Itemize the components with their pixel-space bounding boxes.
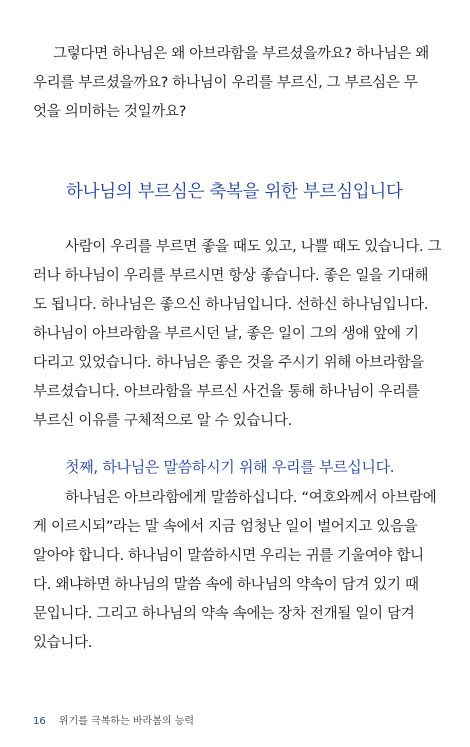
paragraph-line: 다리고 있었습니다. 하나님은 좋은 것을 주시기 위해 아브라함을	[33, 355, 424, 371]
page-number: 16	[33, 716, 46, 727]
paragraph-line: 부르신 이유를 구체적으로 알 수 있습니다.	[33, 413, 292, 429]
section-heading: 하나님의 부르심은 축복을 위한 부르심입니다	[66, 182, 403, 202]
paragraph-line: 그렇다면 하나님은 왜 아브라함을 부르셨을까요? 하나님은 왜	[53, 46, 429, 62]
sub-heading: 첫째, 하나님은 말씀하시기 위해 우리를 부르십니다.	[65, 458, 395, 476]
paragraph-line: 있습니다.	[33, 635, 93, 651]
book-title: 위기를 극복하는 바라봄의 능력	[58, 716, 195, 727]
paragraph-line: 러나 하나님이 우리를 부르시면 항상 좋습니다. 좋은 일을 기대해	[33, 268, 429, 284]
paragraph-line: 문입니다. 그리고 하나님의 약속 속에는 장차 전개될 일이 담겨	[33, 606, 415, 622]
paragraph-line: 도 됩니다. 하나님은 좋으신 하나님입니다. 선하신 하나님입니다.	[33, 297, 429, 313]
paragraph-line: 우리를 부르셨을까요? 하나님이 우리를 부르신, 그 부르심은 무	[33, 75, 418, 91]
paragraph-line: 부르셨습니다. 아브라함을 부르신 사건을 통해 하나님이 우리를	[33, 384, 420, 400]
body-paragraph-1	[33, 233, 442, 436]
body-paragraph-2	[33, 484, 437, 658]
paragraph-line: 엇을 의미하는 것일까요?	[33, 104, 187, 120]
paragraph-line: 사람이 우리를 부르면 좋을 때도 있고, 나쁠 때도 있습니다. 그	[65, 239, 442, 255]
paragraph-line: 다. 왜냐하면 하나님의 말씀 속에 하나님의 약속이 담겨 있기 때	[33, 577, 419, 593]
page-footer	[33, 712, 194, 727]
paragraph-line: 하나님은 아브라함에게 말씀하십니다. “여호와께서 아브람에	[65, 490, 437, 506]
paragraph-line: 알아야 합니다. 하나님이 말씀하시면 우리는 귀를 기울여야 합니	[33, 548, 424, 564]
intro-paragraph	[33, 40, 433, 127]
paragraph-line: 게 이르시되”라는 말 속에서 지금 엄청난 일이 벌어지고 있음을	[33, 519, 418, 535]
paragraph-line: 하나님이 아브라함을 부르시던 날, 좋은 일이 그의 생애 앞에 기	[33, 326, 419, 342]
